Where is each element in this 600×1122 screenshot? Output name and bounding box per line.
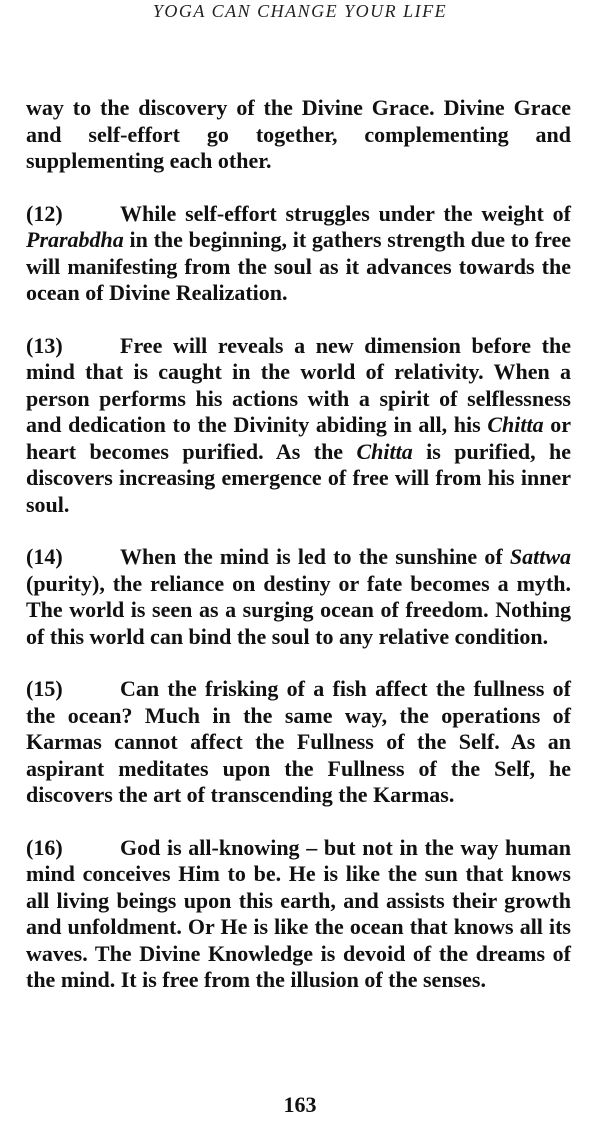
paragraph-text: way to the discovery of the Divine Grace. Divine Grace and self-effort go together, complementing and supplementing each other. — [26, 95, 571, 173]
paragraph-number: (14) — [26, 544, 63, 569]
paragraph-text: God is all-knowing – but not in the way human mind conceives Him to be. He is like the sun that knows all living beings upon this earth, and assists their growth and unfoldment. Or He is like the ocean that knows all its waves. The Divine Knowledge is devoid of the dreams of the mind. It is free from the illusion of the senses. — [26, 834, 571, 992]
italic-term: Sattwa — [509, 544, 571, 569]
paragraph-15 — [26, 676, 571, 809]
paragraph-text: Free will reveals a new dimension before the mind that is caught in the world of relativity. When a person performs his actions with a spirit of selflessness and dedication to the Divinity abiding in all, his — [26, 332, 571, 437]
italic-term: Chitta — [487, 412, 544, 437]
paragraph-text: is purified, he discovers increasing emergence of free will from his inner soul. — [26, 438, 571, 517]
paragraph-number: (16) — [26, 834, 63, 860]
paragraph-text: When the mind is led to the sunshine of — [120, 544, 510, 569]
paragraph-number: (13) — [26, 332, 63, 358]
paragraph-13 — [26, 333, 571, 519]
paragraph-continuation — [26, 95, 571, 175]
italic-term: Prarabdha — [26, 227, 124, 252]
paragraph-text: While self-effort struggles under the weight of — [120, 200, 571, 226]
body-text — [26, 95, 571, 994]
page-number: 163 — [283, 1092, 317, 1117]
paragraph-text: or heart becomes purified. As the — [26, 412, 572, 464]
paragraph-text: (purity), the reliance on destiny or fate becomes a myth. The world is seen as a surging ocean of freedom. Nothing of this world can bind the soul to any relative condition. — [26, 570, 571, 649]
running-head: YOGA CAN CHANGE YOUR LIFE — [152, 1, 448, 21]
paragraph-number: (15) — [26, 676, 63, 701]
paragraph-number: (12) — [26, 200, 63, 226]
italic-term: Chitta — [356, 438, 413, 464]
paragraph-12 — [26, 201, 571, 307]
paragraph-16 — [26, 835, 571, 994]
paragraph-text: in the beginning, it gathers strength due to free will manifesting from the soul as it advances towards the ocean of Divine Realization. — [26, 227, 571, 305]
paragraph-14 — [26, 544, 571, 650]
paragraph-text: Can the frisking of a fish affect the fullness of the ocean? Much in the same way, the operations of Karmas cannot affect the Fullness of the Self. As an aspirant meditates upon the Fullness of the Self, he discovers the art of transcending the Karmas. — [26, 676, 571, 807]
